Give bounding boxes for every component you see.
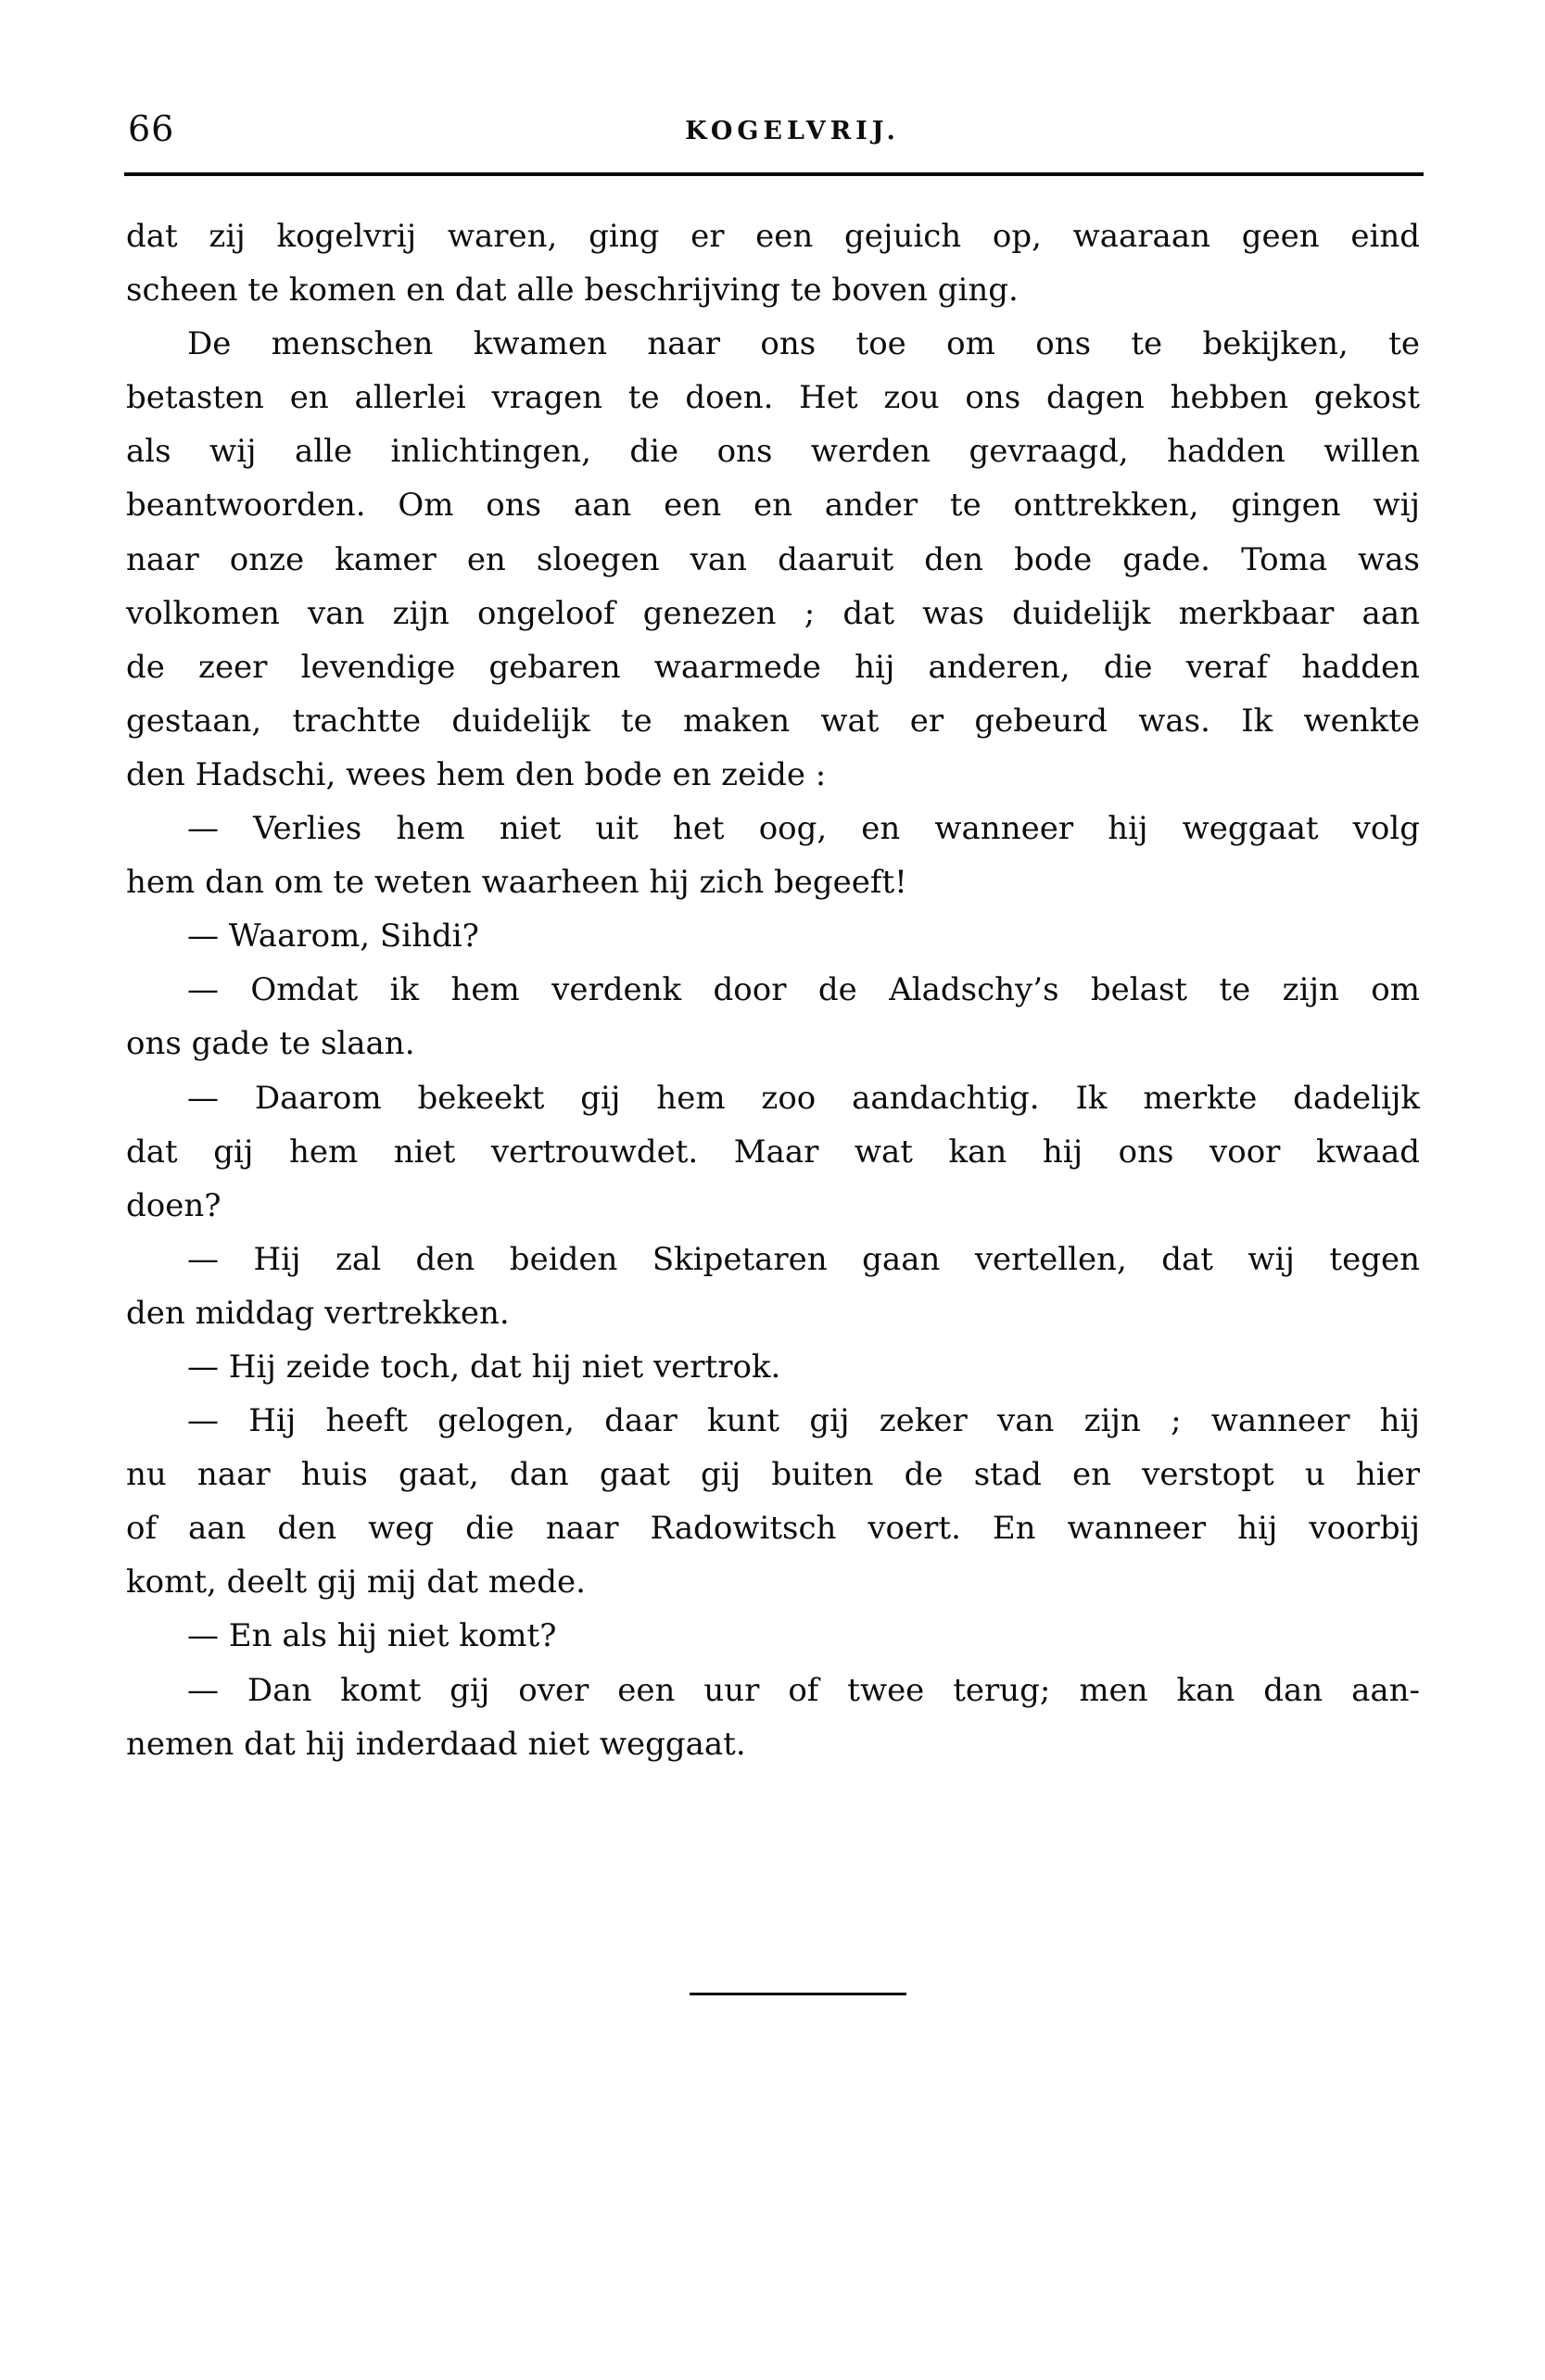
text-line: gestaan, trachtte duidelijk te maken wat er gebeurd was. Ik wenkte xyxy=(126,702,1420,740)
text-line: den Hadschi, wees hem den bode en zeide : xyxy=(126,755,827,793)
header-rule xyxy=(124,172,1424,176)
text-line: — Waarom, Sihdi? xyxy=(187,918,479,956)
text-line: — Dan komt gij over een uur of twee terug; men kan dan aan- xyxy=(187,1671,1420,1709)
text-line: of aan den weg die naar Radowitsch voert. En wanneer hij voorbij xyxy=(126,1510,1420,1548)
text-line: — Daarom bekeekt gij hem zoo aandachtig. Ik merkte dadelijk xyxy=(187,1079,1420,1117)
text-line: nemen dat hij inderdaad niet weggaat. xyxy=(126,1725,746,1763)
text-line: als wij alle inlichtingen, die ons werden gevraagd, hadden willen xyxy=(126,433,1420,471)
text-line: — En als hij niet komt? xyxy=(187,1617,557,1655)
text-line: scheen te komen en dat alle beschrijving te boven ging. xyxy=(126,272,1019,310)
text-line: — Omdat ik hem verdenk door de Aladschy’s belast te zijn om xyxy=(187,971,1420,1009)
text-line: de zeer levendige gebaren waarmede hij anderen, die veraf hadden xyxy=(126,648,1420,686)
text-line: ons gade te slaan. xyxy=(126,1025,415,1063)
text-line: dat zij kogelvrij waren, ging er een gejuich op, waaraan geen eind xyxy=(126,218,1420,255)
text-line: naar onze kamer en sloegen van daaruit den bode gade. Toma was xyxy=(126,540,1420,578)
text-line: nu naar huis gaat, dan gaat gij buiten de stad en verstopt u hier xyxy=(126,1456,1420,1494)
page-number: 66 xyxy=(128,108,175,149)
section-divider-rule xyxy=(690,1993,906,1995)
text-line: — Hij zal den beiden Skipetaren gaan vertellen, dat wij tegen xyxy=(187,1240,1420,1278)
text-line: komt, deelt gij mij dat mede. xyxy=(126,1563,586,1601)
text-line: beantwoorden. Om ons aan een en ander te onttrekken, gingen wij xyxy=(126,487,1420,525)
text-line: dat gij hem niet vertrouwdet. Maar wat kan hij ons voor kwaad xyxy=(126,1133,1420,1171)
text-line: — Verlies hem niet uit het oog, en wanneer hij weggaat volg xyxy=(187,810,1420,848)
page-header xyxy=(126,109,1420,158)
text-line: — Hij heeft gelogen, daar kunt gij zeker van zijn ; wanneer hij xyxy=(187,1402,1420,1440)
text-line: hem dan om te weten waarheen hij zich begeeft! xyxy=(126,864,907,902)
text-line: doen? xyxy=(126,1186,222,1224)
body-text xyxy=(126,209,1420,1771)
text-line: De menschen kwamen naar ons toe om ons te bekijken, te xyxy=(187,325,1420,363)
text-line: betasten en allerlei vragen te doen. Het zou ons dagen hebben gekost xyxy=(126,379,1420,417)
running-title: KOGELVRIJ. xyxy=(685,117,900,146)
text-line: volkomen van zijn ongeloof genezen ; dat was duidelijk merkbaar aan xyxy=(126,594,1420,632)
text-line: den middag vertrekken. xyxy=(126,1294,510,1332)
text-line: — Hij zeide toch, dat hij niet vertrok. xyxy=(187,1348,781,1386)
